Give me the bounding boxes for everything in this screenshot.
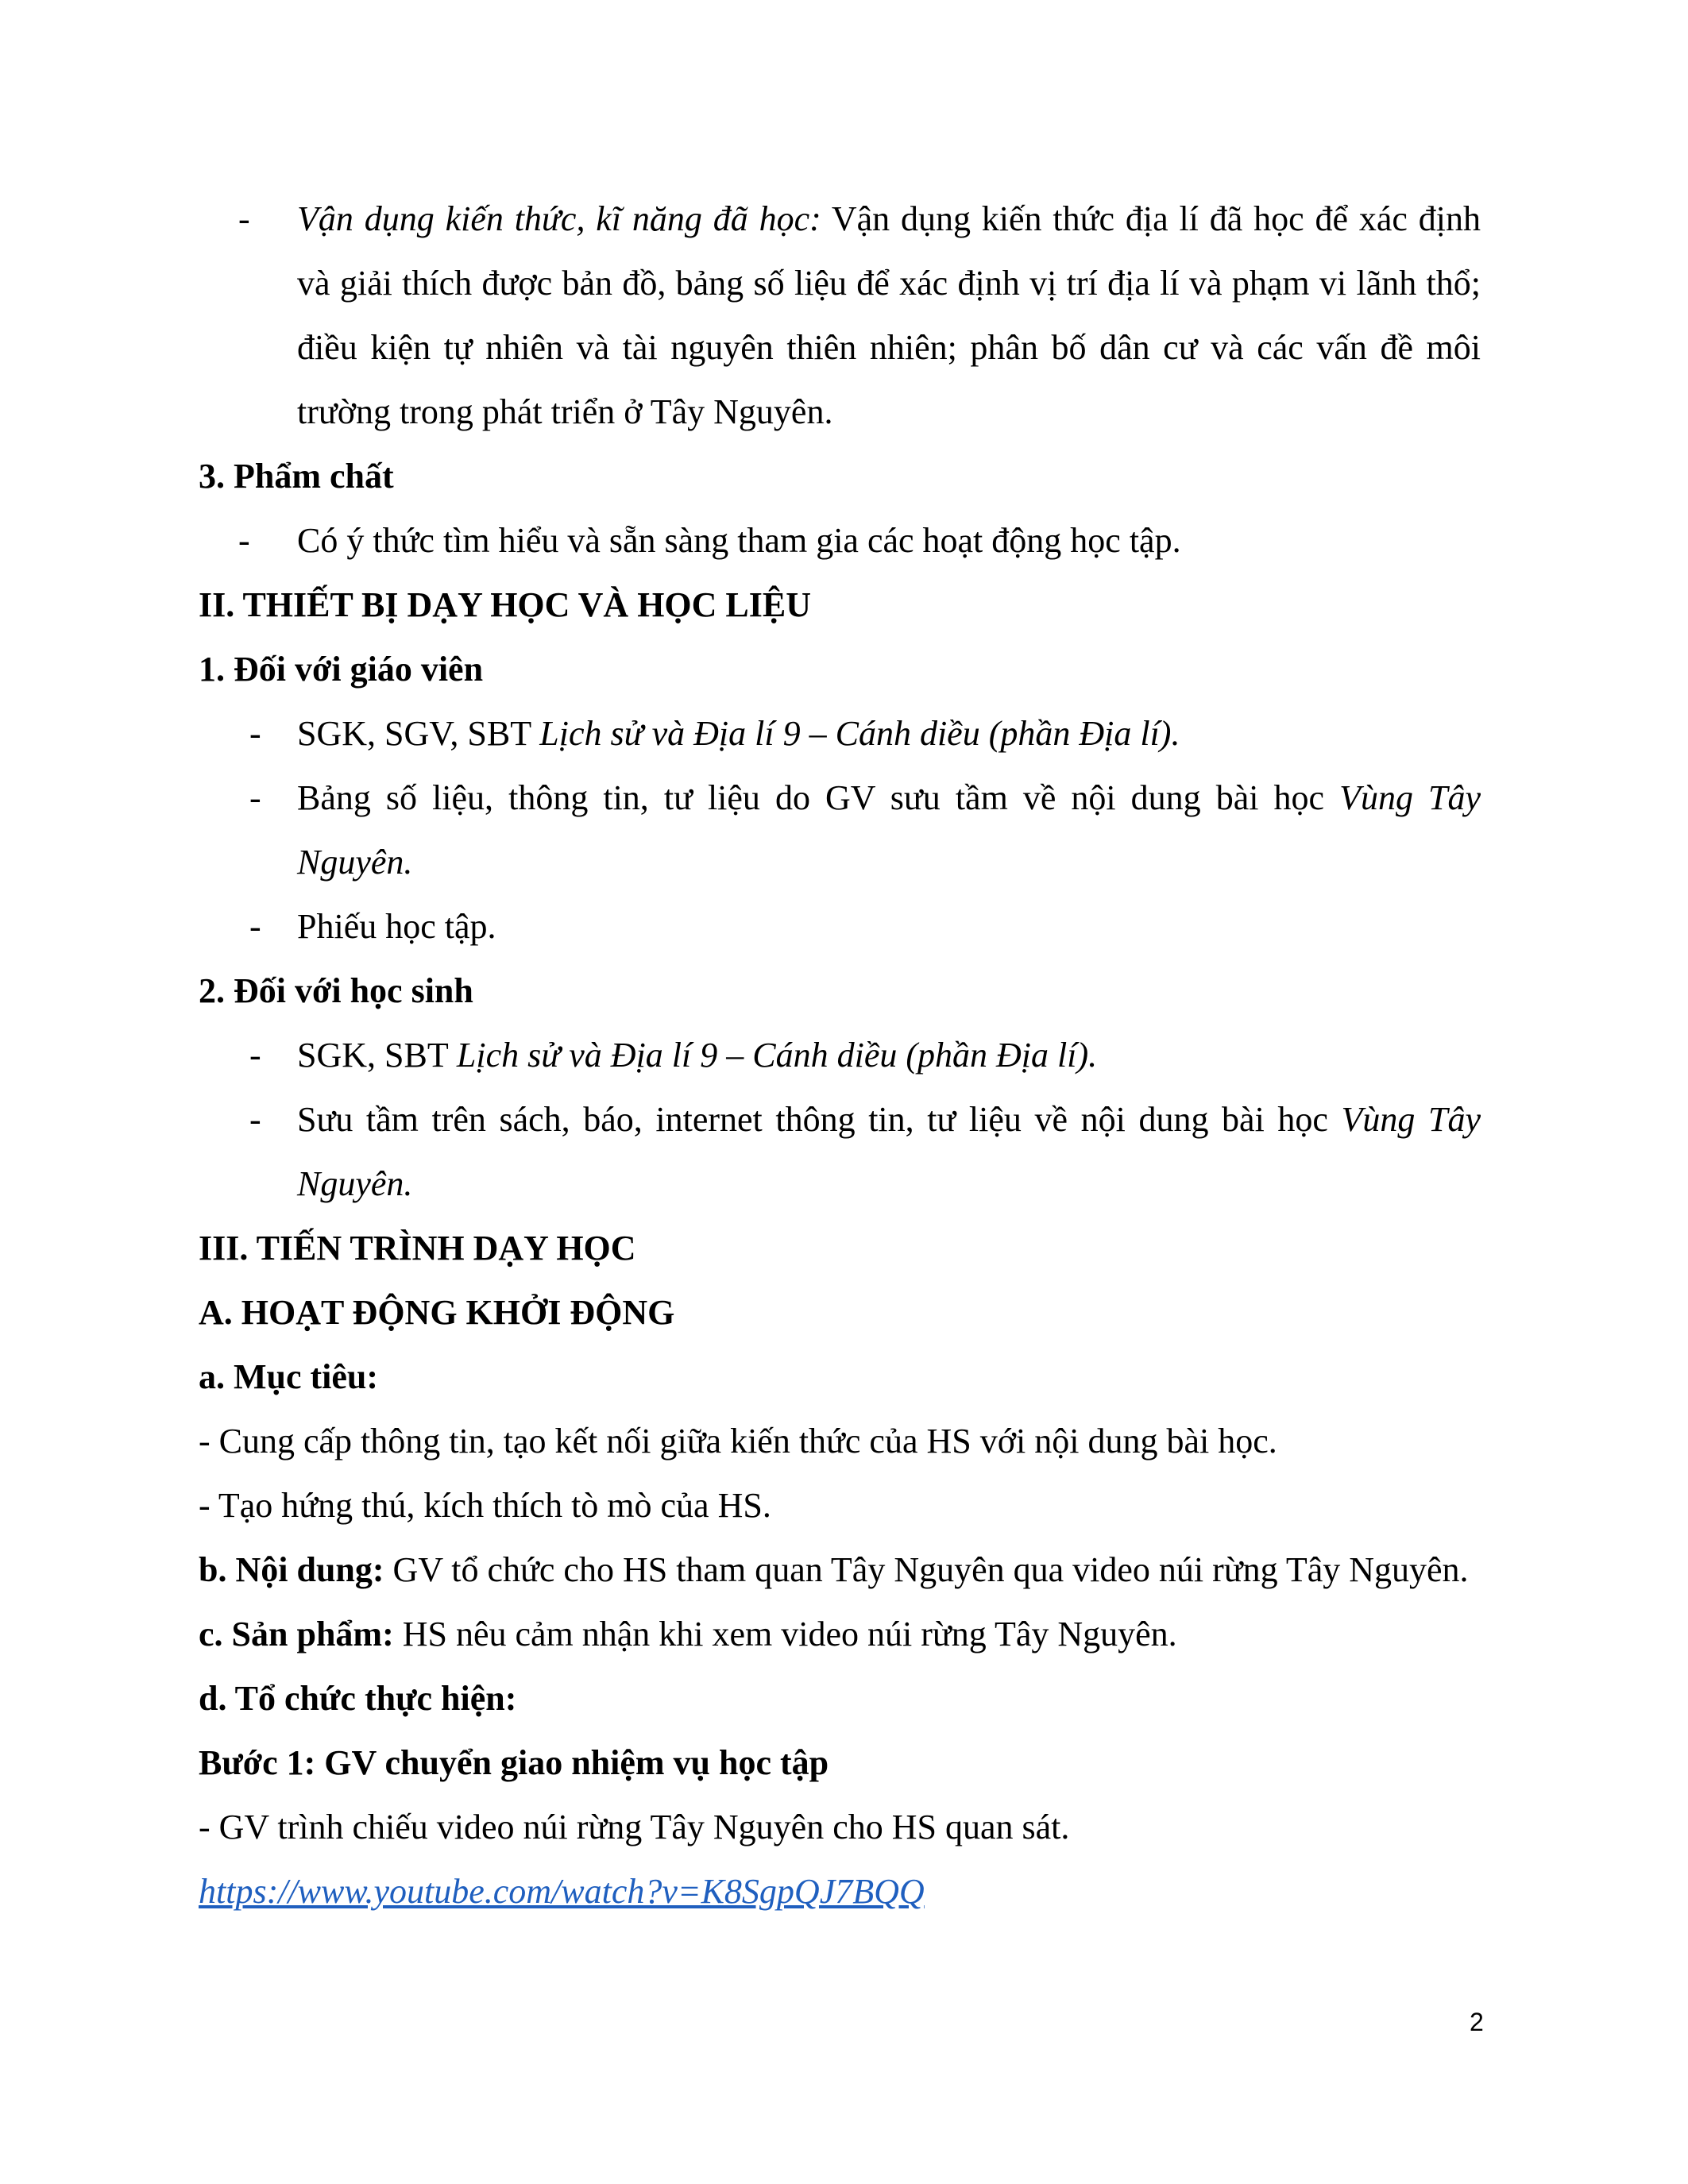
bullet-text: Sưu tầm trên sách, báo, internet thông tin, tư liệu về nội dung bài học: [297, 1100, 1342, 1139]
heading-muc-tieu: a. Mục tiêu:: [199, 1357, 379, 1396]
heading-giao-vien: 1. Đối với giáo viên: [199, 650, 484, 689]
heading-tien-trinh: III. TIẾN TRÌNH DẠY HỌC: [199, 1229, 636, 1268]
bullet-dash: -: [249, 714, 261, 753]
heading-khoi-dong: A. HOẠT ĐỘNG KHỞI ĐỘNG: [199, 1293, 675, 1332]
bullet-phieu-hoc-tap: [199, 894, 1481, 959]
bullet-italic: Vùng Tây Nguyên.: [297, 1100, 1481, 1203]
youtube-link[interactable]: https://www.youtube.com/watch?v=K8SgpQJ7BQQ: [199, 1872, 925, 1911]
bullet-dash: -: [238, 521, 250, 560]
bullet-dash: -: [249, 1100, 261, 1139]
paragraph-san-pham: [199, 1602, 1481, 1666]
bullet-italic: Lịch sử và Địa lí 9 – Cánh diều (phần Địa lí).: [456, 1036, 1098, 1075]
heading-thiet-bi: II. THIẾT BỊ DẠY HỌC VÀ HỌC LIỆU: [199, 585, 812, 624]
bullet-suu-tam: [199, 1087, 1481, 1216]
bullet-text: Vận dụng kiến thức địa lí đã học để xác định và giải thích được bản đồ, bảng số liệu để xác định vị trí địa lí và phạm vi lãnh thổ; điều kiện tự nhiên và tài nguyên thiên nhiên; phân bố dân cư và các vấn đề môi trường trong phát triển ở Tây Nguyên.: [297, 199, 1481, 431]
heading-buoc-1: Bước 1: GV chuyển giao nhiệm vụ học tập: [199, 1743, 829, 1782]
page-content: [199, 187, 1481, 1924]
bullet-sgk-hs: [199, 1023, 1481, 1087]
paragraph-text: HS nêu cảm nhận khi xem video núi rừng Tây Nguyên.: [393, 1615, 1177, 1653]
bullet-text: Bảng số liệu, thông tin, tư liệu do GV sưu tầm về nội dung bài học: [297, 778, 1340, 817]
bullet-text: Phiếu học tập.: [297, 907, 496, 946]
paragraph-label: c. Sản phẩm:: [199, 1615, 394, 1653]
bullet-van-dung: [199, 187, 1481, 444]
bullet-text: SGK, SBT: [297, 1036, 457, 1075]
paragraph-tao-hung-thu: - Tạo hứng thú, kích thích tò mò của HS.: [199, 1486, 771, 1525]
bullet-label: Vận dụng kiến thức, kĩ năng đã học:: [297, 199, 821, 238]
heading-hoc-sinh: 2. Đối với học sinh: [199, 971, 473, 1010]
bullet-italic: Vùng Tây Nguyên.: [297, 778, 1481, 882]
bullet-dash: -: [238, 199, 250, 238]
paragraph-label: b. Nội dung:: [199, 1550, 384, 1589]
page-number: 2: [1470, 2008, 1484, 2036]
paragraph-text: GV tổ chức cho HS tham quan Tây Nguyên qua video núi rừng Tây Nguyên.: [384, 1550, 1469, 1589]
heading-to-chuc: d. Tổ chức thực hiện:: [199, 1679, 517, 1718]
bullet-dash: -: [249, 1036, 261, 1075]
bullet-y-thuc: [199, 508, 1481, 573]
bullet-text: SGK, SGV, SBT: [297, 714, 540, 753]
bullet-sgk-gv: [199, 701, 1481, 766]
paragraph-cung-cap: - Cung cấp thông tin, tạo kết nối giữa kiến thức của HS với nội dung bài học.: [199, 1422, 1277, 1461]
paragraph-trinh-chieu: - GV trình chiếu video núi rừng Tây Nguyên cho HS quan sát.: [199, 1808, 1070, 1846]
heading-pham-chat: 3. Phẩm chất: [199, 457, 394, 496]
bullet-bang-so-lieu: [199, 766, 1481, 894]
bullet-italic: Lịch sử và Địa lí 9 – Cánh diều (phần Địa lí).: [539, 714, 1180, 753]
bullet-dash: -: [249, 778, 261, 817]
bullet-text: Có ý thức tìm hiểu và sẵn sàng tham gia các hoạt động học tập.: [297, 521, 1181, 560]
paragraph-noi-dung: [199, 1538, 1481, 1602]
link-row: [199, 1859, 1481, 1924]
bullet-dash: -: [249, 907, 261, 946]
